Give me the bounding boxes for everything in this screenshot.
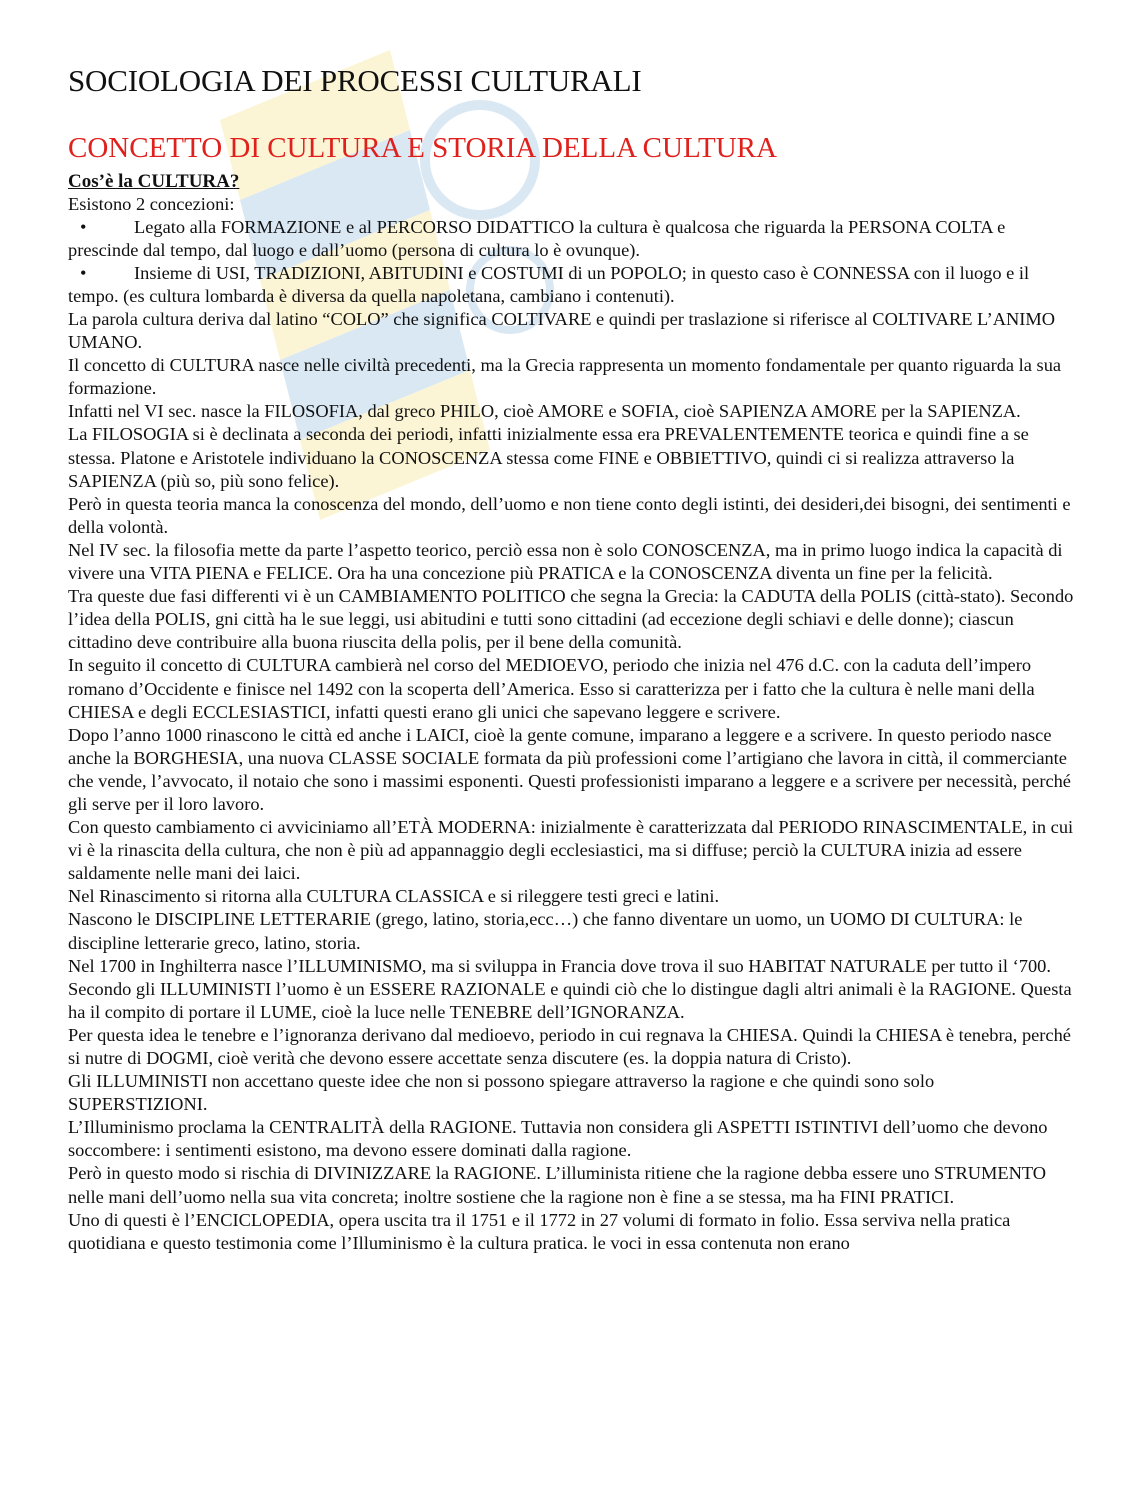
paragraph: La FILOSOGIA si è declinata a seconda dei periodi, infatti inizialmente essa era PREVALENTEMENTE teorica e quindi fine a se stessa. Platone e Aristotele individuano la CONOSCENZA stessa come FINE e OBBIETTIVO, quindi ci si realizza attraverso la SAPIENZA (più so, più sono felice). xyxy=(68,424,1029,491)
paragraph: Secondo gli ILLUMINISTI l’uomo è un ESSERE RAZIONALE e quindi ciò che lo distingue dagli altri animali è la RAGIONE. Questa ha il compito di portare il LUME, cioè la luce nelle TENEBRE dell’IGNORANZA. xyxy=(68,978,1072,1022)
list-item xyxy=(68,262,1078,308)
paragraph: Dopo l’anno 1000 rinascono le città ed anche i LAICI, cioè la gente comune, imparano a leggere e a scrivere. In questo periodo nasce anche la BORGHESIA, una nuova CLASSE SOCIALE formata da più professioni come l’artigiano che lavora in città, il commerciante che vende, l’avvocato, il notaio che sono i massimi esponenti. Questi professionisti imparano a leggere e a scrivere per necessità, perché gli serve per il loro lavoro. xyxy=(68,724,1071,814)
document-body xyxy=(68,193,1078,1255)
list-item xyxy=(68,216,1078,262)
bullet-text: Insieme di USI, TRADIZIONI, ABITUDINI e COSTUMI di un POPOLO; in questo caso è CONNESSA con il luogo e il tempo. (es cultura lombarda è diversa da quella napoletana, cambiano i contenuti). xyxy=(68,262,1030,306)
paragraph: Però in questa teoria manca la conoscenza del mondo, dell’uomo e non tiene conto degli istinti, dei desideri,dei bisogni, dei sentimenti e della volontà. xyxy=(68,493,1071,537)
paragraph: Nel Rinascimento si ritorna alla CULTURA CLASSICA e si rileggere testi greci e latini. xyxy=(68,886,720,907)
paragraph: L’Illuminismo proclama la CENTRALITÀ della RAGIONE. Tuttavia non considera gli ASPETTI ISTINTIVI dell’uomo che devono soccombere: i sentimenti esistono, ma devono essere dominati dalla ragione. xyxy=(68,1117,1048,1161)
paragraph: Infatti nel VI sec. nasce la FILOSOFIA, dal greco PHILO, cioè AMORE e SOFIA, cioè SAPIENZA AMORE per la SAPIENZA. xyxy=(68,401,1021,422)
bullet-marker: • xyxy=(80,216,87,237)
paragraph: Nel 1700 in Inghilterra nasce l’ILLUMINISMO, ma si sviluppa in Francia dove trova il suo HABITAT NATURALE per tutto il ‘700. xyxy=(68,955,1051,976)
section-question: Cos’è la CULTURA? xyxy=(68,170,240,192)
paragraph: Nascono le DISCIPLINE LETTERARIE (grego, latino, storia,ecc…) che fanno diventare un uomo, un UOMO DI CULTURA: le discipline letterarie greco, latino, storia. xyxy=(68,909,1023,953)
document-page xyxy=(68,62,1078,1255)
bullet-list xyxy=(68,216,1078,308)
document-title: SOCIOLOGIA DEI PROCESSI CULTURALI xyxy=(68,63,642,98)
intro-line: Esistono 2 concezioni: xyxy=(68,193,235,214)
bullet-text: Legato alla FORMAZIONE e al PERCORSO DIDATTICO la cultura è qualcosa che riguarda la PERSONA COLTA e prescinde dal tempo, dal luogo e dall’uomo (persona di cultura lo è ovunque). xyxy=(68,216,1006,260)
section-title: CONCETTO DI CULTURA E STORIA DELLA CULTURA xyxy=(68,131,777,164)
paragraph: Gli ILLUMINISTI non accettano queste idee che non si possono spiegare attraverso la ragione e che quindi sono solo SUPERSTIZIONI. xyxy=(68,1071,935,1115)
paragraph: Il concetto di CULTURA nasce nelle civiltà precedenti, ma la Grecia rappresenta un momento fondamentale per quanto riguarda la sua formazione. xyxy=(68,355,1062,399)
paragraph: Però in questo modo si rischia di DIVINIZZARE la RAGIONE. L’illuminista ritiene che la ragione debba essere uno STRUMENTO nelle mani dell’uomo nella sua vita concreta; inoltre sostiene che la ragione non è fine a se stessa, ma ha FINI PRATICI. xyxy=(68,1163,1047,1207)
paragraph: Con questo cambiamento ci avviciniamo all’ETÀ MODERNA: inizialmente è caratterizzata dal PERIODO RINASCIMENTALE, in cui vi è la rinascita della cultura, che non è più ad appannaggio degli ecclesiastici, ma si diffuse; perciò la CULTURA inizia ad essere saldamente nelle mani dei laici. xyxy=(68,817,1074,884)
paragraph: In seguito il concetto di CULTURA cambierà nel corso del MEDIOEVO, periodo che inizia nel 476 d.C. con la caduta dell’impero romano d’Occidente e finisce nel 1492 con la scoperta dell’America. Esso si caratterizza per i fatto che la cultura è nelle mani della CHIESA e degli ECCLESIASTICI, infatti questi erano gli unici che sapevano leggere e scrivere. xyxy=(68,655,1035,722)
paragraph: Per questa idea le tenebre e l’ignoranza derivano dal medioevo, periodo in cui regnava la CHIESA. Quindi la CHIESA è tenebra, perché si nutre di DOGMI, cioè verità che devono essere accettate senza discutere (es. la doppia natura di Cristo). xyxy=(68,1024,1071,1069)
bullet-marker: • xyxy=(80,262,87,283)
paragraph: La parola cultura deriva dal latino “COLO” che significa COLTIVARE e quindi per traslazione si riferisce al COLTIVARE L’ANIMO UMANO. xyxy=(68,309,1056,353)
paragraph: Tra queste due fasi differenti vi è un CAMBIAMENTO POLITICO che segna la Grecia: la CADUTA della POLIS (città-stato). Secondo l’idea della POLIS, gni città ha le sue leggi, usi abitudini e tutti sono cittadini (ad eccezione degli schiavi e delle donne); ciascun cittadino deve contribuire alla buona riuscita della polis, per il bene della comunità. xyxy=(68,586,1074,653)
paragraph: Nel IV sec. la filosofia mette da parte l’aspetto teorico, perciò essa non è solo CONOSCENZA, ma in primo luogo indica la capacità di vivere una VITA PIENA e FELICE. Ora ha una concezione più PRATICA e la CONOSCENZA diventa un fine per la felicità. xyxy=(68,539,1063,584)
paragraph: Uno di questi è l’ENCICLOPEDIA, opera uscita tra il 1751 e il 1772 in 27 volumi di formato in folio. Essa serviva nella pratica quotidiana e questo testimonia come l’Illuminismo è la cultura pratica. le voci in essa contenuta non erano xyxy=(68,1209,1011,1253)
